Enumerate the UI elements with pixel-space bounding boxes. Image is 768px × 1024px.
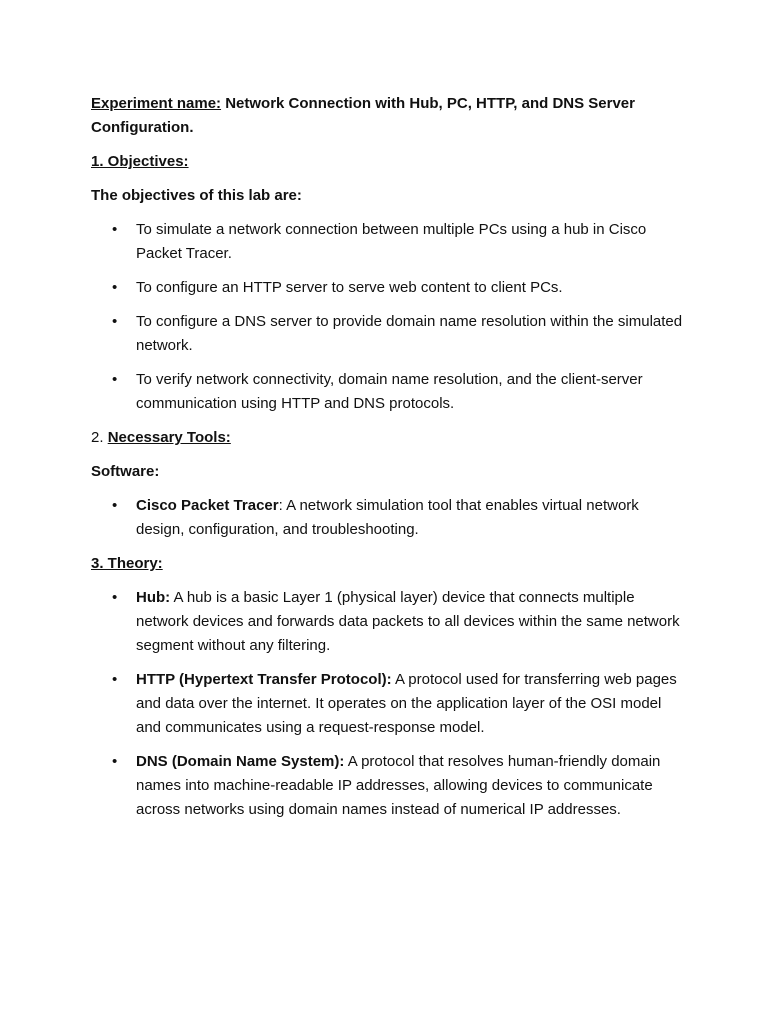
- list-item: • To verify network connectivity, domain name resolution, and the client-server communication using HTTP and DNS protocols.: [91, 368, 688, 416]
- theory-description: A hub is a basic Layer 1 (physical layer) device that connects multiple network devices and forwards data packets to all devices within the same network segment without any filtering.: [136, 589, 680, 654]
- theory-list: [91, 586, 688, 822]
- bullet-icon: •: [112, 313, 118, 330]
- theory-term: Hub:: [136, 589, 171, 606]
- theory-description: A protocol used for transferring web pages and data over the internet. It operates on the application layer of the OSI model and communicates using a request-response model.: [136, 671, 677, 736]
- bullet-icon: •: [112, 671, 118, 688]
- list-item: • To simulate a network connection between multiple PCs using a hub in Cisco Packet Tracer.: [91, 218, 688, 266]
- theory-term: HTTP (Hypertext Transfer Protocol):: [136, 671, 392, 688]
- tools-list: [91, 494, 688, 542]
- tools-heading-number: 2.: [91, 429, 108, 446]
- theory-description: A protocol that resolves human-friendly domain names into machine-readable IP addresses, allowing devices to communicate across networks using domain names instead of numerical IP addresses.: [136, 753, 661, 818]
- bullet-icon: •: [112, 279, 118, 296]
- list-item: [91, 750, 688, 822]
- experiment-title-label: Experiment name:: [91, 95, 222, 112]
- bullet-icon: •: [112, 497, 118, 514]
- bullet-icon: •: [112, 221, 118, 238]
- tools-heading-text: Necessary Tools:: [107, 429, 231, 446]
- objectives-list: [91, 218, 688, 416]
- list-item: [91, 586, 688, 658]
- objectives-heading: 1. Objectives:: [91, 153, 189, 170]
- list-item: • To configure a DNS server to provide domain name resolution within the simulated network.: [91, 310, 688, 358]
- tools-heading: [91, 426, 688, 450]
- list-item: • To configure an HTTP server to serve web content to client PCs.: [91, 276, 688, 300]
- list-item: [91, 494, 688, 542]
- tool-description: : A network simulation tool that enables virtual network design, configuration, and troubleshooting.: [136, 497, 639, 538]
- bullet-icon: •: [112, 589, 118, 606]
- software-label: Software:: [91, 463, 160, 480]
- experiment-title-text: Network Connection with Hub, PC, HTTP, and DNS Server Configuration.: [91, 95, 635, 136]
- theory-heading: 3. Theory:: [91, 555, 163, 572]
- experiment-title: [91, 92, 688, 140]
- tool-term: Cisco Packet Tracer: [136, 497, 279, 514]
- objectives-intro: The objectives of this lab are:: [91, 187, 302, 204]
- list-item: [91, 668, 688, 740]
- bullet-icon: •: [112, 371, 118, 388]
- bullet-icon: •: [112, 753, 118, 770]
- theory-term: DNS (Domain Name System):: [136, 753, 345, 770]
